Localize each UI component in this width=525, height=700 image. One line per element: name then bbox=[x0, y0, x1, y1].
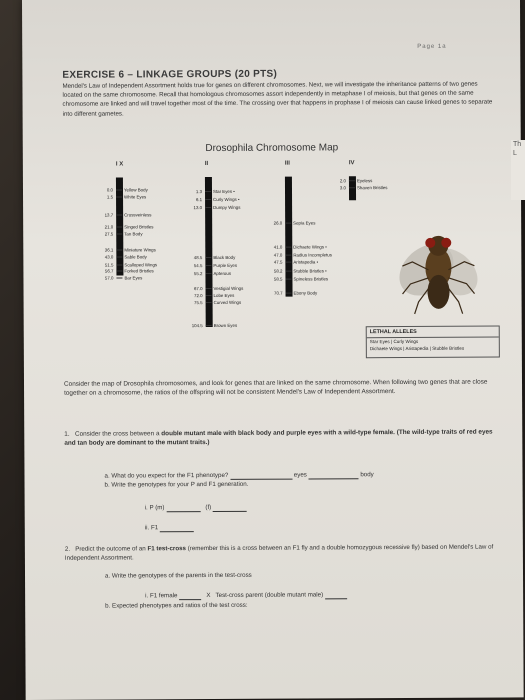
cross-x: X bbox=[206, 592, 211, 600]
page-number: Page 1a bbox=[417, 43, 447, 50]
intro-paragraph: Mendel's Law of Independent Assortment holds true for genes on different chromosomes. Next, we will investigate the inheritance patterns of two genes located on the same chromosome. Recall that homologous chromosomes assort independently in metaphase I of meiosis, but that genes on the same chromosome are linked and will travel together most of the time. The crossing over that happens in prophase I of meiosis can cause linked genes to separate into different gametes. bbox=[62, 80, 493, 118]
fruit-fly-illustration bbox=[388, 210, 489, 321]
gene-4-0: 2.0 Eyeless bbox=[339, 178, 373, 184]
gene-2-4: 54.5 Purple Eyes bbox=[193, 262, 238, 269]
question-2a-line bbox=[145, 589, 505, 600]
question-2 bbox=[65, 543, 495, 563]
gene-3-0: 26.0 Sepia Eyes bbox=[273, 220, 316, 226]
gene-2-3: 48.5 Black Body bbox=[193, 254, 236, 261]
gene-2-6: 67.0 Vestigial Wings bbox=[193, 285, 244, 292]
question-2b-text: b. Expected phenotypes and ratios of the test cross: bbox=[105, 601, 248, 610]
chromosome-label-x: I X bbox=[115, 161, 124, 168]
gene-3-3: 47.5 Aristapedia • bbox=[273, 259, 319, 265]
question-2-bold-text: F1 test-cross bbox=[147, 545, 186, 553]
gene-2-7: 72.0 Lobe Eyes bbox=[193, 292, 235, 299]
lethal-alleles-line-1: Star Eyes | Curly Wings bbox=[369, 338, 419, 345]
question-1b-f1-line bbox=[145, 523, 194, 532]
question-1a bbox=[104, 470, 494, 481]
gene-3-2: 47.0 Radius Incompletus bbox=[273, 252, 332, 258]
chromosome-label-3: III bbox=[284, 160, 290, 167]
gene-3-1: 41.0 Dichaete Wings • bbox=[273, 244, 327, 250]
eyes-answer-blank[interactable] bbox=[230, 472, 292, 480]
question-1a-text: a. What do you expect for the F1 phenotype? bbox=[104, 471, 229, 480]
f1-blank[interactable] bbox=[160, 524, 194, 532]
gene-2-1: 6.1 Curly Wings • bbox=[195, 196, 240, 203]
gene-x-8: 56.7 Forked Bristles bbox=[104, 268, 154, 274]
lethal-alleles-line-2: Dichaete Wings | Aristapedia | Stubble Bristles bbox=[369, 345, 465, 352]
question-2-text: Predict the outcome of an bbox=[75, 545, 148, 553]
gene-2-0: 1.3 Star Eyes • bbox=[195, 188, 235, 195]
gene-4-1: 3.0 Shaven Bristles bbox=[339, 185, 388, 191]
gene-3-6: 70.7 Ebony Body bbox=[273, 290, 318, 296]
gene-x-6: 43.0 Sable Body bbox=[104, 254, 147, 260]
gene-x-1: 1.5 White Eyes bbox=[106, 194, 147, 200]
map-title: Drosophila Chromosome Map bbox=[205, 142, 339, 155]
adjacent-page-scrap: Th L bbox=[511, 140, 525, 200]
chromosome-label-4: IV bbox=[348, 160, 355, 167]
gene-2-8: 75.5 Curved Wings bbox=[194, 299, 242, 306]
body-label: body bbox=[360, 471, 374, 479]
gene-x-0: 0.0 Yellow Body bbox=[106, 187, 148, 193]
question-1-text-tail: (The wild-type traits of red eyes and tan body are dominant to the mutant traits.) bbox=[64, 428, 493, 447]
lethal-alleles-box bbox=[366, 326, 500, 359]
eyes-label: eyes bbox=[293, 471, 307, 479]
gene-x-4: 27.5 Tan Body bbox=[104, 231, 143, 237]
worksheet-page bbox=[22, 0, 524, 700]
body-answer-blank[interactable] bbox=[309, 471, 359, 479]
p-male-blank[interactable] bbox=[166, 504, 200, 512]
question-2-number: 2. bbox=[64, 545, 71, 553]
gene-2-9: 104.5 Brown Eyes bbox=[191, 322, 238, 329]
p-female-label: (f) bbox=[205, 504, 212, 512]
gene-2-2: 13.0 Dumpy Wings bbox=[193, 204, 241, 211]
testcross-parent-label: Test-cross parent (double mutant male) bbox=[215, 591, 324, 599]
gene-x-7: 51.5 Scalloped Wings bbox=[104, 262, 158, 268]
question-1b-p-line bbox=[145, 503, 247, 513]
exercise-title: EXERCISE 6 – LINKAGE GROUPS (20 PTS) bbox=[62, 68, 278, 81]
consider-paragraph: Consider the map of Drosophila chromosomes, and look for genes that are linked on the same chromosome. When following two genes that are close together on a chromosome, the ratios of the offspring will not be consistent Mendel's Law of Independent Assortment. bbox=[63, 378, 488, 398]
question-1 bbox=[64, 428, 494, 449]
f1-label: ii. F1 bbox=[144, 524, 159, 532]
lethal-alleles-heading: LETHAL ALLELES bbox=[367, 327, 499, 339]
gene-x-3: 21.0 Singed Bristles bbox=[104, 224, 154, 230]
question-2a-text: a. Write the genotypes of the parents in the test-cross bbox=[104, 571, 252, 580]
gene-x-2: 13.7 Crossveinless bbox=[104, 212, 152, 218]
question-1-number: 1. bbox=[64, 430, 70, 438]
gene-3-5: 58.5 Spineless Bristles bbox=[273, 276, 329, 282]
gene-x-9: 57.0 Bar Eyes bbox=[104, 275, 143, 281]
p-male-label: i. P (m) bbox=[144, 504, 165, 512]
gene-3-4: 58.2 Stubble Bristles • bbox=[273, 268, 327, 274]
chromosome-label-2: II bbox=[204, 161, 209, 168]
question-1b-text: b. Write the genotypes for your P and F1 generation. bbox=[104, 480, 249, 489]
p-female-blank[interactable] bbox=[213, 504, 247, 512]
f1-female-blank[interactable] bbox=[179, 592, 201, 600]
gene-2-5: 55.2 Apterous bbox=[193, 270, 232, 277]
f1-female-label: i. F1 female bbox=[145, 592, 178, 600]
question-1-text: Consider the cross between a bbox=[74, 430, 162, 438]
testcross-parent-blank[interactable] bbox=[325, 591, 347, 599]
gene-x-5: 36.1 Miniature Wings bbox=[104, 247, 156, 253]
question-2-text-tail: (remember this is a cross between an F1 fly and a double homozygous recessive fly) based on Mendel's Law of Independent Assortment. bbox=[64, 543, 494, 562]
question-1-bold-text: double mutant male with black body and purple eyes with a wild-type female. bbox=[161, 429, 395, 438]
